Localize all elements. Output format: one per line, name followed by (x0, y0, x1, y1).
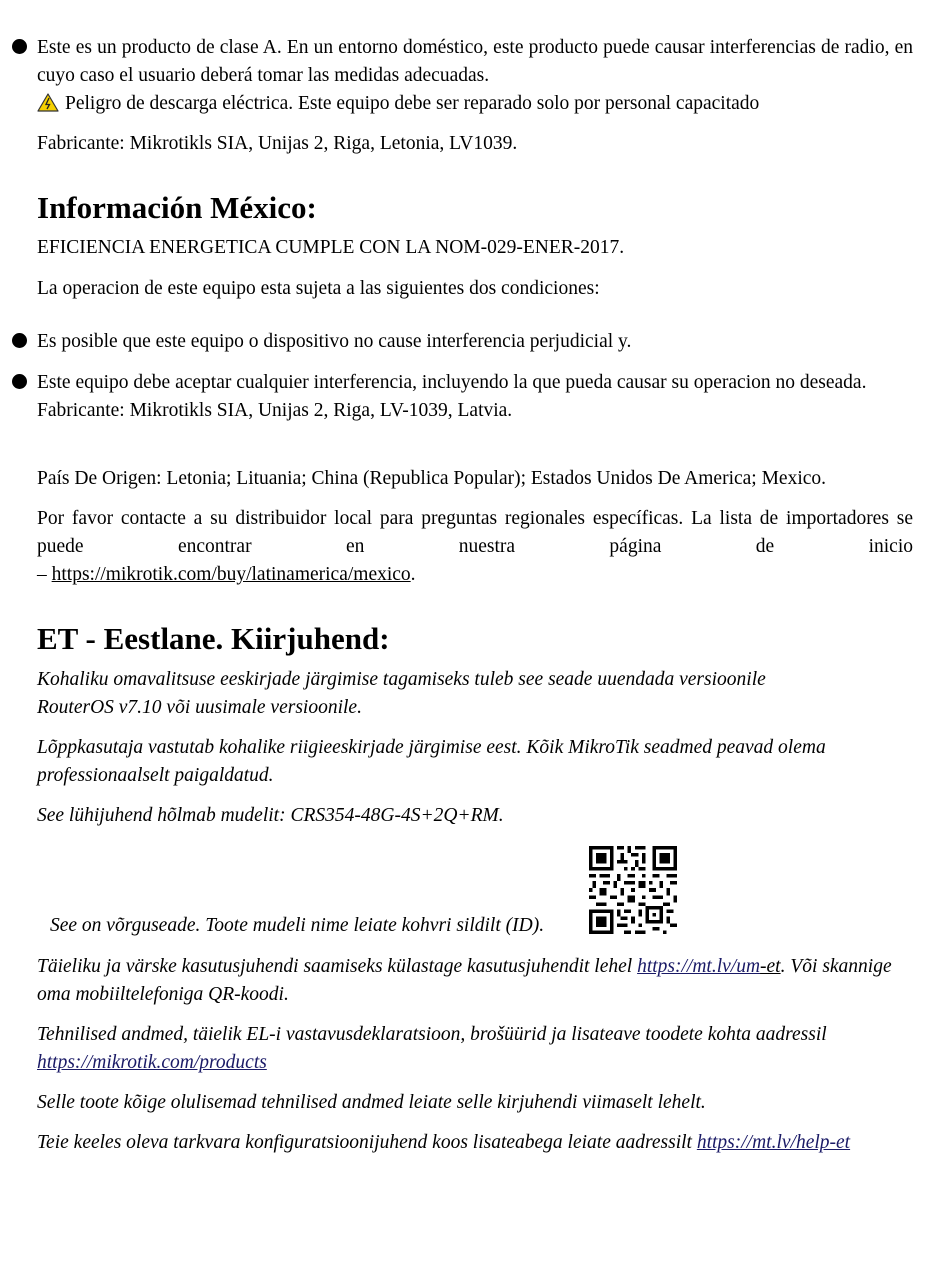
contact-end: . (410, 564, 416, 585)
estonian-specs (37, 1021, 837, 1077)
manual-after-text: . Või skannige oma mobiiltelefoniga QR-koodi. (37, 956, 892, 1005)
class-a-manufacturer: Fabricante: Mikrotikls SIA, Unijas 2, Riga, Letonia, LV1039. (37, 133, 518, 154)
mexico-condition-2: Este equipo debe aceptar cualquier interferencia, incluyendo la que pueda causar su operacion no deseada. (37, 372, 867, 393)
estonian-update: Kohaliku omavalitsuse eeskirjade järgimise tagamiseks tuleb see seade uuendada versioonile RouterOS v7.10 või uusimale versioonile. (37, 669, 766, 718)
estonian-manual (37, 953, 913, 1009)
mexico-heading: Información México: (37, 190, 317, 225)
mexico-contact (37, 505, 913, 589)
mexico-manufacturer: Fabricante: Mikrotikls SIA, Unijas 2, Riga, LV-1039, Latvia. (37, 400, 513, 421)
specs-text: Tehnilised andmed, täielik EL-i vastavusdeklaratsioon, brošüürid ja lisateave toodete kohta aadressil (37, 1024, 827, 1045)
hazard-line (37, 90, 913, 121)
mexico-condition-2-block (37, 369, 913, 425)
bullet-icon (12, 333, 27, 348)
class-a-text: Este es un producto de clase A. En un entorno doméstico, este producto puede causar interferencias de radio, en cuyo caso el usuario deberá tomar las medidas adecuadas. (37, 37, 913, 86)
qr-code-icon (589, 846, 677, 934)
estonian-device-id: See on võrguseade. Toote mudeli nime leiate kohvri sildilt (ID). (50, 915, 545, 936)
estonian-last-page: Selle toote kõige olulisemad tehnilised andmed leiate selle kirjuhendi viimaselt lehelt. (37, 1092, 706, 1113)
bullet-icon (12, 39, 27, 54)
estonian-models: See lühijuhend hõlmab mudelit: CRS354-48G-4S+2Q+RM. (37, 805, 504, 826)
products-link[interactable]: https://mikrotik.com/products (37, 1052, 267, 1073)
mexico-condition-1: Es posible que este equipo o dispositivo no cause interferencia perjudicial y. (37, 331, 632, 352)
bullet-icon (12, 374, 27, 389)
manual-text: Täieliku ja värske kasutusjuhendi saamiseks külastage kasutusjuhendit lehel (37, 956, 633, 977)
mexico-conditions-intro: La operacion de este equipo esta sujeta a las siguientes dos condiciones: (37, 278, 600, 299)
manual-link-suffix[interactable]: -et (760, 956, 781, 977)
mexico-contact-text: Por favor contacte a su distribuidor local para preguntas regionales específicas. La lista de importadores se puede encontrar en nuestra página de inicio (37, 508, 913, 557)
contact-dash: – (37, 564, 47, 585)
help-text: Teie keeles oleva tarkvara konfiguratsioonijuhend koos lisateabega leiate aadressilt (37, 1132, 692, 1153)
warning-triangle-icon (37, 93, 59, 121)
help-link[interactable]: https://mt.lv/help-et (696, 1132, 851, 1153)
mexico-efficiency: EFICIENCIA ENERGETICA CUMPLE CON LA NOM-029-ENER-2017. (37, 237, 625, 258)
estonian-help (37, 1129, 913, 1157)
mexico-origin: País De Origen: Letonia; Lituania; China (Republica Popular); Estados Unidos De America; Mexico. (37, 468, 827, 489)
hazard-text: Peligro de descarga eléctrica. Este equipo debe ser reparado solo por personal capacitado (65, 93, 760, 114)
estonian-responsibility: Lõppkasutaja vastutab kohalike riigieeskirjade järgimise eest. Kõik MikroTik seadmed peavad olema professionaalselt paigaldatud. (37, 737, 826, 786)
estonian-heading: ET - Eestlane. Kiirjuhend: (37, 621, 390, 656)
mexico-contact-link-line (37, 561, 913, 589)
manual-link[interactable]: https://mt.lv/um (637, 956, 761, 977)
mexico-importers-link[interactable]: https://mikrotik.com/buy/latinamerica/mexico (51, 564, 411, 585)
class-a-notice (37, 34, 913, 121)
